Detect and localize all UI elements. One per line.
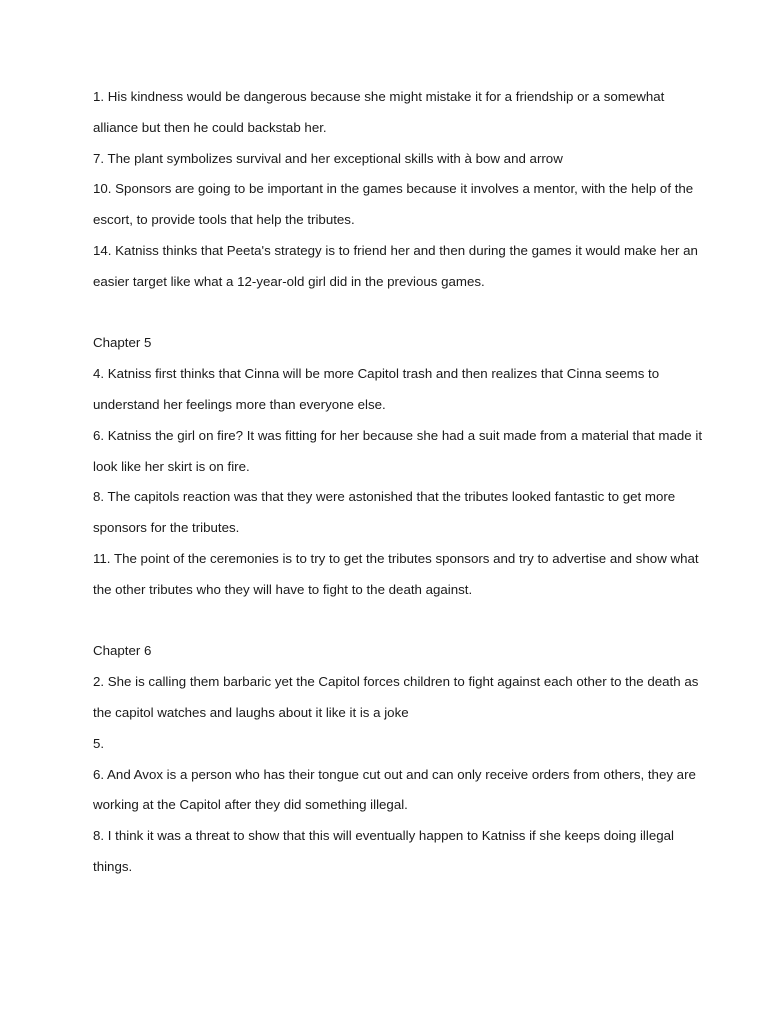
answer-paragraph: 14. Katniss thinks that Peeta's strategy is to friend her and then during the games it would make her an easier target like what a 12-year-old girl did in the previous games. — [93, 242, 702, 289]
answer-paragraph: 8. The capitols reaction was that they were astonished that the tributes looked fantastic to get more sponsors for the tributes. — [93, 489, 679, 536]
answer-paragraph: 8. I think it was a threat to show that this will eventually happen to Katniss if she keeps doing illegal things. — [93, 828, 678, 874]
answer-paragraph: 6. Katniss the girl on fire? It was fitting for her because she had a suit made from a material that made it look like her skirt is on fire. — [93, 427, 706, 474]
answer-paragraph: 4. Katniss first thinks that Cinna will be more Capitol trash and then realizes that Cinna seems to understand her feelings more than everyone else. — [93, 366, 663, 412]
blank-line — [93, 298, 713, 329]
answer-paragraph: 5. — [93, 735, 105, 751]
answer-paragraph: 11. The point of the ceremonies is to try to get the tributes sponsors and try to advertise and show what the other tributes who they will have to fight to the death against. — [93, 550, 703, 597]
answer-paragraph: 6. And Avox is a person who has their tongue cut out and can only receive orders from others, they are working at the Capitol after they did something illegal. — [93, 766, 700, 813]
chapter-heading: Chapter 6 — [93, 643, 152, 659]
answer-paragraph: 1. His kindness would be dangerous because she might mistake it for a friendship or a somewhat alliance but then he could backstab her. — [93, 89, 669, 135]
answer-paragraph: 7. The plant symbolizes survival and her exceptional skills with à bow and arrow — [93, 150, 563, 166]
chapter-heading: Chapter 5 — [93, 335, 152, 351]
answer-paragraph: 10. Sponsors are going to be important in the games because it involves a mentor, with the help of the escort, to provide tools that help the tributes. — [93, 181, 697, 228]
document-body — [93, 82, 713, 883]
blank-line — [93, 606, 713, 637]
answer-paragraph: 2. She is calling them barbaric yet the Capitol forces children to fight against each other to the death as the capitol watches and laughs about it like it is a joke — [93, 674, 703, 720]
